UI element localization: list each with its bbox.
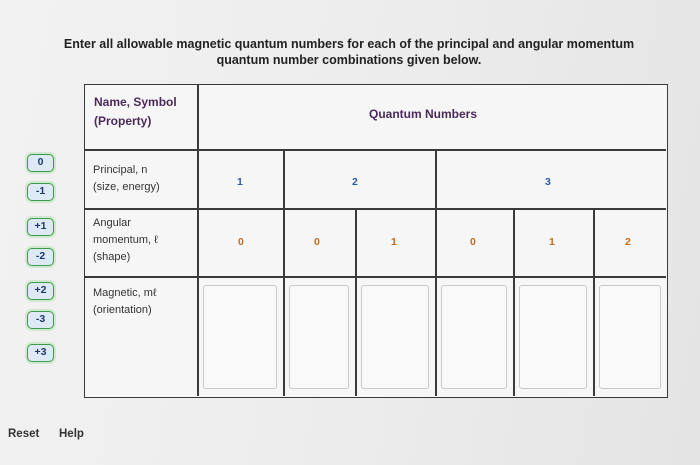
table-divider: [197, 85, 199, 396]
answer-tile-minus-1[interactable]: -1: [27, 183, 54, 201]
angular-row-label-line-3: (shape): [93, 251, 131, 263]
table-divider: [593, 208, 595, 396]
l-value: 0: [238, 236, 244, 248]
answer-tile-plus-2[interactable]: +2: [27, 282, 54, 300]
instructions: [40, 36, 658, 68]
magnetic-row-label-line-2: (orientation): [93, 304, 152, 316]
ml-drop-zone[interactable]: [203, 285, 277, 389]
answer-tile-minus-3[interactable]: -3: [27, 311, 54, 329]
l-value: 0: [314, 236, 320, 248]
quantum-number-table: [84, 84, 668, 398]
ml-drop-zone[interactable]: [361, 285, 429, 389]
answer-tile-0[interactable]: 0: [27, 154, 54, 172]
instructions-line-1: Enter all allowable magnetic quantum numbers for each of the principal and angular momentum: [63, 37, 635, 51]
ml-drop-zone[interactable]: [441, 285, 507, 389]
answer-tile-plus-3[interactable]: +3: [27, 344, 54, 362]
instructions-line-2: quantum number combinations given below.: [216, 53, 482, 67]
answer-tile-plus-1[interactable]: +1: [27, 218, 54, 236]
n-value-1: 1: [237, 176, 243, 188]
table-divider: [85, 208, 666, 210]
principal-row-label: [93, 162, 160, 196]
l-value: 0: [470, 236, 476, 248]
angular-row-label-line-2: momentum, ℓ: [93, 234, 158, 246]
magnetic-row-label: [93, 285, 156, 319]
table-divider: [85, 149, 666, 151]
table-divider: [513, 208, 515, 396]
answer-tile-minus-2[interactable]: -2: [27, 248, 54, 266]
magnetic-row-label-line-1: Magnetic, mℓ: [93, 287, 157, 299]
l-value: 2: [625, 236, 631, 248]
table-divider: [85, 276, 666, 278]
ml-drop-zone[interactable]: [289, 285, 349, 389]
ml-drop-zone[interactable]: [599, 285, 661, 389]
principal-row-label-line-1: Principal, n: [93, 164, 148, 176]
table-divider: [355, 208, 357, 396]
angular-row-label-line-1: Angular: [93, 217, 131, 229]
ml-drop-zone[interactable]: [519, 285, 587, 389]
help-link[interactable]: Help: [59, 428, 84, 440]
principal-row-label-line-2: (size, energy): [93, 181, 160, 193]
name-symbol-header-line-1: Name, Symbol: [94, 95, 177, 109]
name-symbol-header: [94, 93, 177, 131]
table-divider: [283, 149, 285, 396]
l-value: 1: [391, 236, 397, 248]
quantum-numbers-header: Quantum Numbers: [369, 107, 478, 121]
l-value: 1: [549, 236, 555, 248]
reset-link[interactable]: Reset: [8, 428, 40, 440]
angular-row-label: [93, 215, 158, 266]
n-value-2: 2: [352, 176, 358, 188]
name-symbol-header-line-2: (Property): [94, 114, 152, 128]
n-value-3: 3: [545, 176, 551, 188]
table-divider: [435, 149, 437, 396]
